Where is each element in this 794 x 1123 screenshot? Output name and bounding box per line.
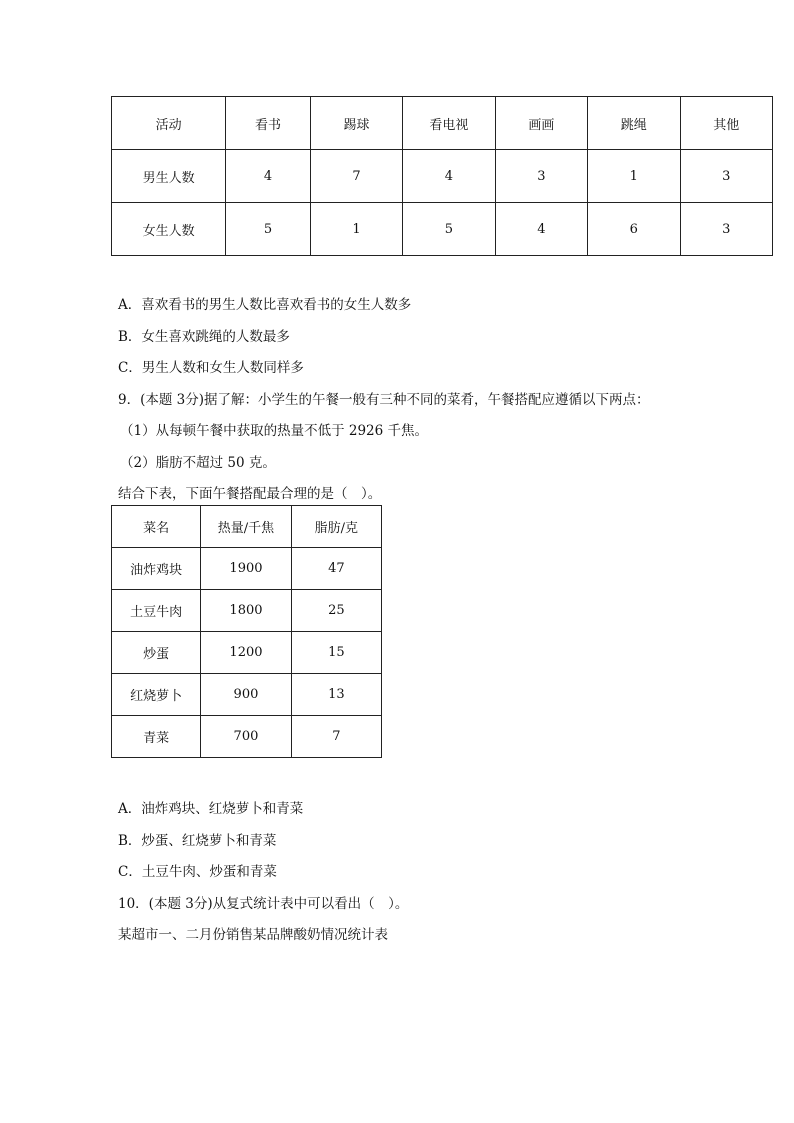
header-cell: 看书 <box>226 97 310 150</box>
table-cell: 7 <box>291 716 381 758</box>
row-label: 青菜 <box>112 716 201 758</box>
table-row <box>112 150 773 203</box>
q9-condition-1: （1）从每顿午餐中获取的热量不低于 2926 千焦。 <box>120 423 429 439</box>
table-cell: 15 <box>291 632 381 674</box>
food-table <box>111 505 382 758</box>
table-cell: 700 <box>201 716 291 758</box>
row-label: 男生人数 <box>112 150 226 203</box>
q8-option-c[interactable]: C．男生人数和女生人数同样多 <box>118 360 304 376</box>
header-cell: 画画 <box>495 97 587 150</box>
row-label: 油炸鸡块 <box>112 548 201 590</box>
header-cell: 其他 <box>680 97 772 150</box>
table-cell: 5 <box>226 203 310 256</box>
table-row <box>112 632 382 674</box>
q9-stem: 9．(本题 3分)据了解：小学生的午餐一般有三种不同的菜肴，午餐搭配应遵循以下两点： <box>118 392 650 408</box>
header-cell: 跳绳 <box>588 97 680 150</box>
table-cell: 1 <box>588 150 680 203</box>
table-row <box>112 203 773 256</box>
table-cell: 4 <box>226 150 310 203</box>
q9-option-c[interactable]: C．土豆牛肉、炒蛋和青菜 <box>118 864 277 880</box>
q9-option-b[interactable]: B．炒蛋、红烧萝卜和青菜 <box>118 833 277 849</box>
header-cell: 看电视 <box>403 97 495 150</box>
table-cell: 25 <box>291 590 381 632</box>
table-cell: 13 <box>291 674 381 716</box>
table-cell: 3 <box>680 150 772 203</box>
q8-option-b[interactable]: B．女生喜欢跳绳的人数最多 <box>118 329 290 345</box>
table-cell: 3 <box>680 203 772 256</box>
header-cell: 热量/千焦 <box>201 506 291 548</box>
table-row <box>112 590 382 632</box>
q10-stem: 10．(本题 3分)从复式统计表中可以看出（ ）。 <box>118 896 409 912</box>
header-cell: 菜名 <box>112 506 201 548</box>
table-cell: 1 <box>310 203 402 256</box>
header-cell: 活动 <box>112 97 226 150</box>
table-cell: 4 <box>495 203 587 256</box>
header-cell: 踢球 <box>310 97 402 150</box>
table-cell: 47 <box>291 548 381 590</box>
table-cell: 7 <box>310 150 402 203</box>
table-cell: 900 <box>201 674 291 716</box>
table-cell: 5 <box>403 203 495 256</box>
q8-option-a[interactable]: A．喜欢看书的男生人数比喜欢看书的女生人数多 <box>118 297 412 313</box>
header-cell: 脂肪/克 <box>291 506 381 548</box>
table-row <box>112 716 382 758</box>
table-cell: 3 <box>495 150 587 203</box>
table-cell: 4 <box>403 150 495 203</box>
q10-table-caption: 某超市一、二月份销售某品牌酸奶情况统计表 <box>118 927 388 943</box>
table-cell: 6 <box>588 203 680 256</box>
table-row <box>112 548 382 590</box>
row-label: 炒蛋 <box>112 632 201 674</box>
row-label: 女生人数 <box>112 203 226 256</box>
table-header-row <box>112 97 773 150</box>
row-label: 红烧萝卜 <box>112 674 201 716</box>
q9-prompt: 结合下表，下面午餐搭配最合理的是（ ）。 <box>118 486 382 502</box>
table-cell: 1200 <box>201 632 291 674</box>
table-row <box>112 674 382 716</box>
q9-condition-2: （2）脂肪不超过 50 克。 <box>120 455 276 471</box>
table-header-row <box>112 506 382 548</box>
activity-table <box>111 96 773 256</box>
table-cell: 1900 <box>201 548 291 590</box>
table-cell: 1800 <box>201 590 291 632</box>
q9-option-a[interactable]: A．油炸鸡块、红烧萝卜和青菜 <box>118 801 304 817</box>
row-label: 土豆牛肉 <box>112 590 201 632</box>
